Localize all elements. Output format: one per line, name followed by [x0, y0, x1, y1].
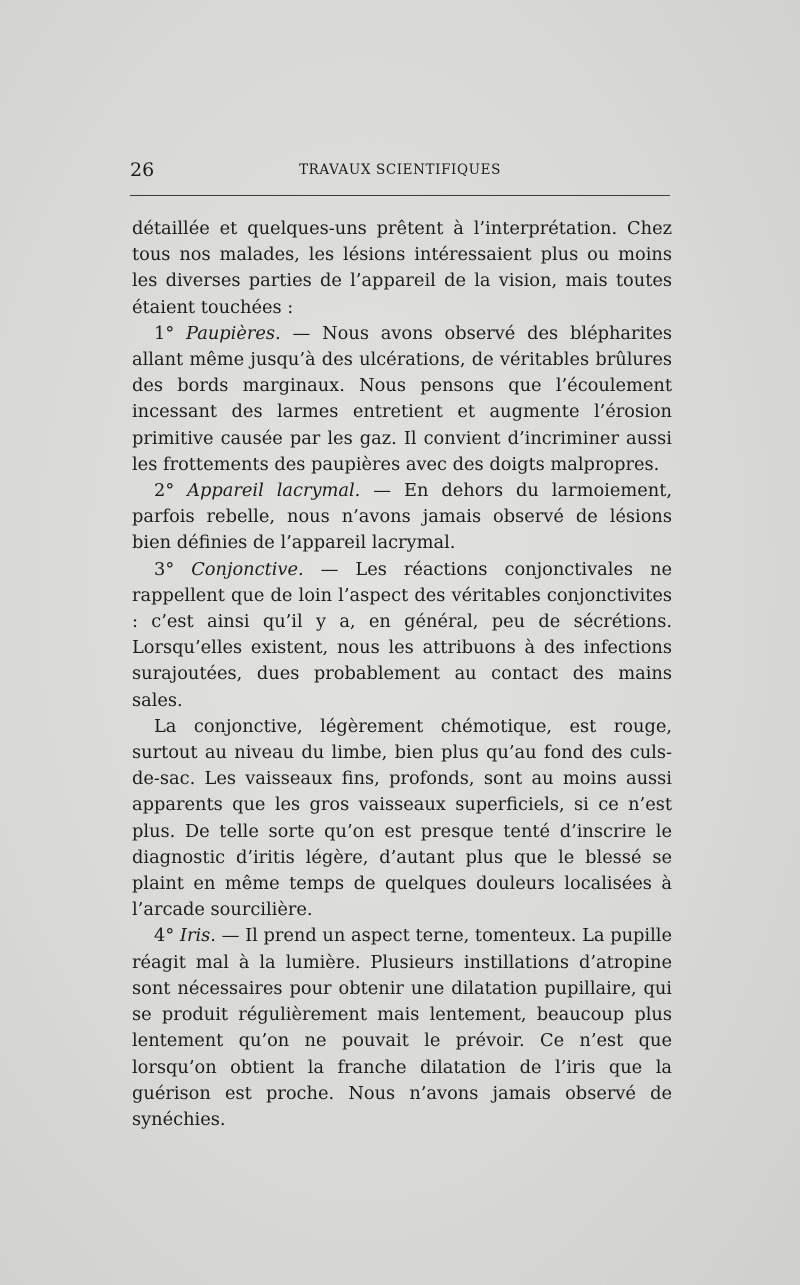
section-heading: Iris. [179, 925, 216, 947]
header-rule [130, 195, 670, 196]
page-number: 26 [130, 159, 155, 181]
paragraph-conjonctive-detail [132, 714, 672, 924]
paragraph-text: détaillée et quelques-uns prêtent à l’interprétation. Chez tous nos malades, les lésions intéressaient plus ou moins les diverses parties de l’appareil de la vision, mais toutes étaient touchées : [132, 218, 672, 318]
paragraph-appareil-lacrymal [132, 478, 672, 557]
section-number: 3° [154, 558, 175, 580]
section-heading: Appareil lacrymal. [187, 480, 361, 502]
section-heading: Conjonctive. [191, 558, 304, 580]
section-number: 2° [154, 480, 175, 502]
paragraph-text: — En dehors du larmoiement, parfois rebelle, nous n’avons jamais observé de lésions bien définies de l’appareil lacrymal. [132, 480, 673, 554]
section-heading: Paupières. [186, 322, 281, 344]
section-number: 1° [154, 322, 175, 344]
paragraph-continuation [132, 216, 672, 321]
paragraph-text: — Il prend un aspect terne, tomenteux. La pupille réagit mal à la lumière. Plusieurs instillations d’atropine sont nécessaires pour obtenir une dilatation pupillaire, qui se produit régulièrement mais lentement, beaucoup plus lentement qu’on ne pouvait le prévoir. Ce n’est que lorsqu’on obtient la franche dilatation de l’iris que la guérison est proche. Nous n’avons jamais observé de synéchies. [132, 925, 673, 1130]
paragraph-iris [132, 923, 672, 1133]
paragraph-text: — Les réactions conjonctivales ne rappellent que de loin l’aspect des véritables conjonctivites : c’est ainsi qu’il y a, en général, peu de sécrétions. Lorsqu’elles existent, nous les attribuons à des infections surajoutées, dues probablement au contact des mains sales. [132, 558, 673, 711]
running-title: TRAVAUX SCIENTIFIQUES [299, 162, 501, 178]
paragraph-conjonctive [132, 557, 672, 714]
page-header [130, 158, 670, 182]
paragraph-text: — Nous avons observé des blépharites allant même jusqu’à des ulcérations, de véritables brûlures des bords marginaux. Nous pensons que l’écoulement incessant des larmes entretient et augmente l’érosion primitive causée par les gaz. Il convient d’incriminer aussi les frottements des paupières avec des doigts malpropres. [132, 322, 673, 475]
body-text [132, 216, 672, 1133]
paragraph-text: La conjonctive, légèrement chémotique, est rouge, surtout au niveau du limbe, bien plus qu’au fond des culs-de-sac. Les vaisseaux fins, profonds, sont au moins aussi apparents que les gros vaisseaux superficiels, si ce n’est plus. De telle sorte qu’on est presque tenté d’inscrire le diagnostic d’iritis légère, d’autant plus que le blessé se plaint en même temps de quelques douleurs localisées à l’arcade sourcilière. [132, 715, 672, 921]
paragraph-paupieres [132, 321, 672, 478]
section-number: 4° [154, 925, 175, 947]
